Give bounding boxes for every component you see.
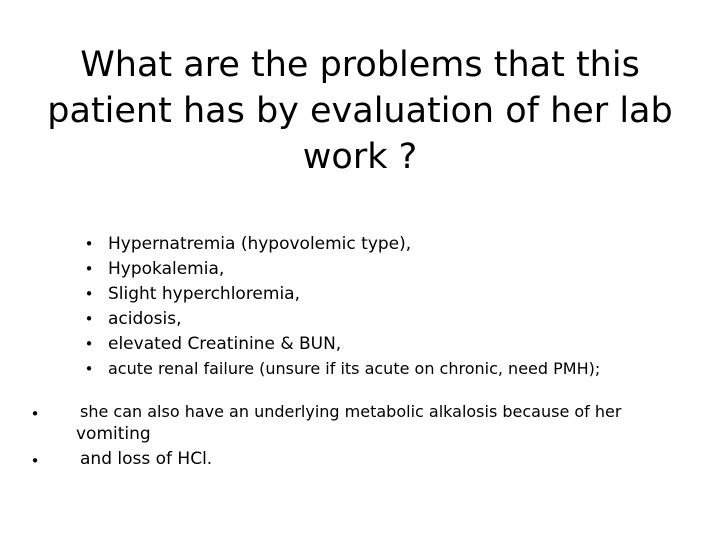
outer-bullet-line: vomiting [76,424,151,444]
title-line: What are the problems that this [80,45,640,85]
inner-bullet-item: Slight hyperchloremia, [108,284,300,304]
inner-bullet-item: Hypokalemia, [108,259,225,279]
title-line: work ? [302,137,418,177]
inner-bullet-item: acute renal failure (unsure if its acute on chronic, need PMH); [108,359,601,378]
bullet-icon [29,402,41,426]
inner-bullet-item: Hypernatremia (hypovolemic type), [108,234,412,254]
inner-bullet-item: acidosis, [108,309,182,329]
outer-bullet-line: she can also have an underlying metabolic alkalosis because of her [80,402,622,421]
bullet-icon [83,282,95,306]
bullet-icon [83,307,95,331]
bullet-icon [83,232,95,256]
bullet-icon [29,449,41,473]
outer-bullet-line: and loss of HCl. [80,449,213,469]
bullet-icon [83,257,95,281]
inner-bullet-item: elevated Creatinine & BUN, [108,334,342,354]
bullet-icon [83,332,95,356]
bullet-icon [83,357,95,381]
title-line: patient has by evaluation of her lab [47,91,673,131]
